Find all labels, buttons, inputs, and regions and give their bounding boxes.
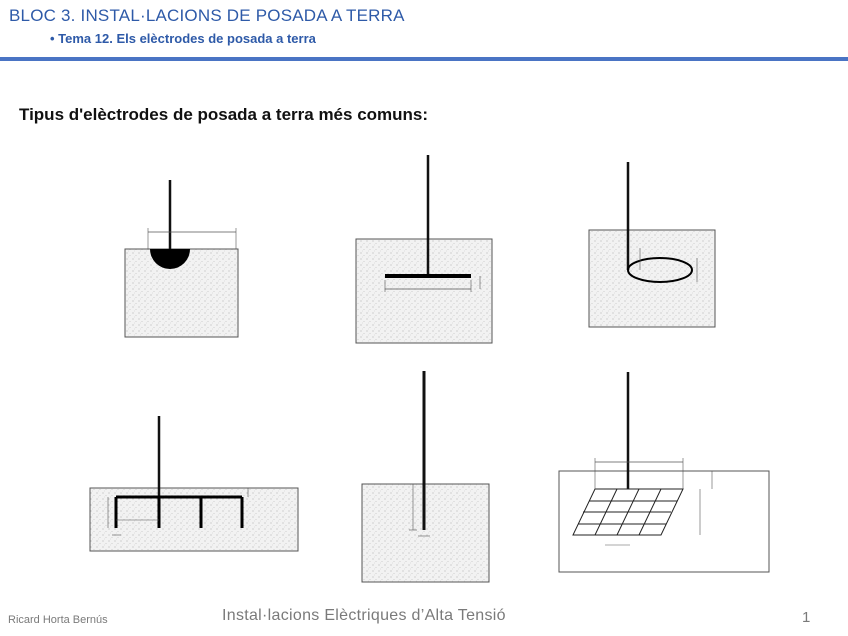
- footer-author: Ricard Horta Bernús: [8, 614, 108, 626]
- vertical-rod-electrode: [362, 371, 489, 582]
- page-number: 1: [802, 609, 811, 626]
- footer-course-title: Instal·lacions Elèctriques d’Alta Tensió: [222, 607, 506, 624]
- mesh-electrode: [559, 372, 769, 572]
- content-heading: Tipus d'elèctrodes de posada a terra més comuns:: [19, 105, 429, 124]
- ring-electrode: [589, 162, 715, 327]
- rod-grid-electrode: [90, 416, 298, 551]
- hemisphere-electrode: [125, 180, 238, 337]
- slide-subtitle: • Tema 12. Els elèctrodes de posada a terra: [50, 31, 316, 46]
- horizontal-conductor-electrode: [356, 155, 492, 343]
- slide-title: BLOC 3. INSTAL·LACIONS DE POSADA A TERRA: [9, 6, 405, 25]
